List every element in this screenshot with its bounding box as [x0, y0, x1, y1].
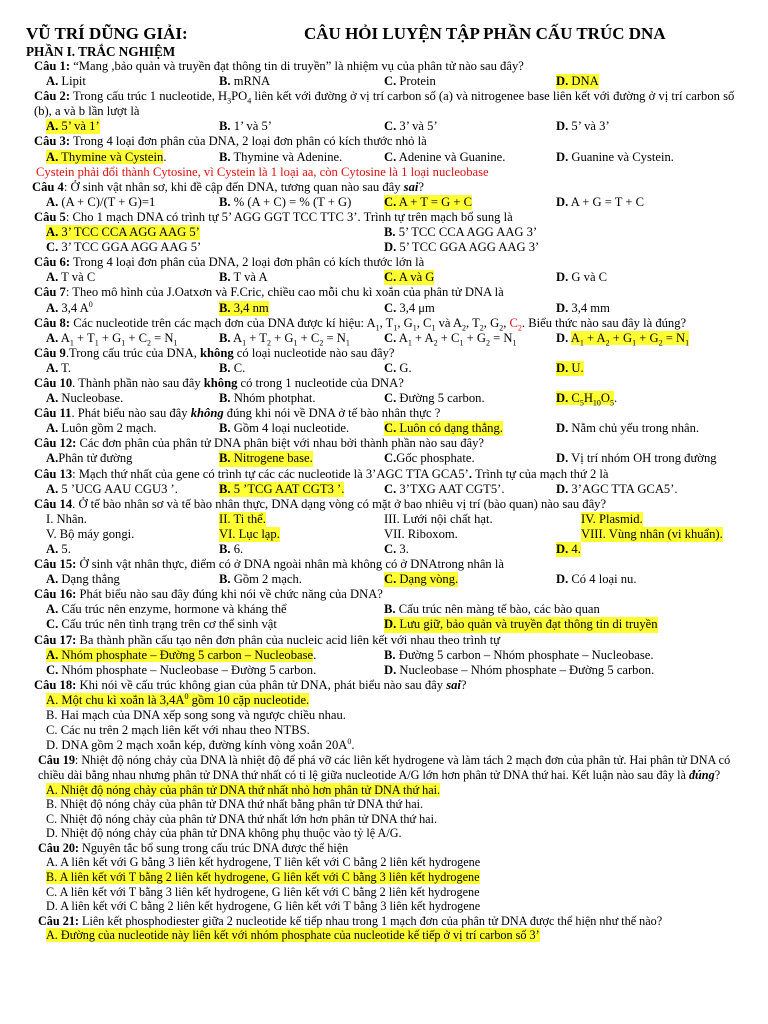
options-9: A. T. B. C. C. G. D. U.	[46, 360, 584, 375]
option-20b: B. A liên kết với T bằng 2 liên kết hydrogene, G liên kết với C bằng 3 liên kết hydrogene	[46, 870, 480, 885]
correction-note: Cystein phải đổi thành Cytosine, vì Cystein là 1 loại aa, còn Cytosine là 1 loại nucleobase	[36, 164, 489, 179]
author-title: VŨ TRÍ DŨNG GIẢI:	[26, 24, 188, 43]
answer-highlight: $A_1 + A_2 + G_1 + G_2 = N_1$	[570, 330, 690, 348]
option-d: 5’ và 3’	[571, 119, 610, 134]
option-20a: A. A liên kết với G bằng 3 liên kết hydrogene, T liên kết với C bằng 2 liên kết hydrogene	[46, 855, 481, 870]
options-8: A. $A_1 + T_1 + G_1 + C_2 = N_1$ B. $A_1 + T_2 + G_1 + C_2 = N_1$ C. $A_1 + A_2 + C_1 + G_2 = N_1$ D. $A_1 + A_2 + G_1 + G_2 = N_1$	[46, 330, 690, 348]
question-12: Câu 12: Các đơn phân của phân tử DNA phân biệt với nhau bởi thành phần nào sau đây?	[34, 436, 485, 451]
page-title: CÂU HỎI LUYỆN TẬP PHẦN CẤU TRÚC DNA	[304, 24, 666, 43]
question-3: Câu 3: Trong 4 loại đơn phân của DNA, 2 loại đơn phân có kích thước nhỏ là	[34, 134, 427, 149]
options-2: A. 5’ và 1’ B. 1’ và 5’ C. 3’ và 5’ D. 5’ và 3’	[46, 119, 610, 134]
option-20d: D. A liên kết với C bằng 2 liên kết hydrogene, G liên kết với T bằng 3 liên kết hydrogene	[46, 899, 481, 914]
question-21: Câu 21: Liên kết phosphodiester giữa 2 nucleotide kế tiếp nhau trong 1 mạch đơn của phân tử DNA được thể hiện như thế nào?	[38, 913, 663, 928]
options-4: A. (A + C)/(T + G)=1 B. % (A + C) = % (T + G) C. A + T = G + C D. A + G = T + C	[46, 194, 645, 209]
question-6: Câu 6: Trong 4 loại đơn phân của DNA, 2 loại đơn phân có kích thước lớn là	[34, 255, 425, 270]
options-14: A. 5. B. 6. C. 3. D. 4.	[46, 542, 581, 556]
option-c: Adenine và Guanine.	[398, 149, 506, 164]
option-19b: B. Nhiệt độ nóng chảy của phân tử DNA thứ nhất bằng phân tử DNA thứ hai.	[46, 797, 424, 812]
option-c: 3’ và 5’	[399, 119, 438, 134]
answer-highlight: C. Dạng vòng.	[384, 572, 459, 587]
options-12: A.Phân tử đường B. Nitrogene base. C.Gốc phosphate. D. Vị trí nhóm OH trong đường	[46, 451, 717, 466]
question-19: Câu 19: Nhiệt độ nóng chảy của DNA là nhiệt độ để phá vỡ các liên kết hydrogene và làm tách 2 mạch đơn của phân tử. Hai phân tử DNA có chiều dài bằng nhau nhưng phân tử DNA thứ nhất có tỉ lệ giữa nucleotide A/G lớn hơn phân tử DNA thứ hai. Kết luận nào sau đây là đúng?	[38, 753, 731, 782]
section-heading: PHẦN I. TRẮC NGHIỆM	[26, 44, 176, 59]
answer-highlight: D. $C_5H_{10}O_5$	[556, 391, 615, 408]
options-13: A. 5 ’UCG AAU CGU3 ’. B. 5 ’TCG AAT CGT3 ’. C. 3’TXG AAT CGT5’. D. 3’AGC TTA GCA5’.	[46, 481, 678, 496]
question-7: Câu 7: Theo mô hình của J.Oatxơn và F.Cric, chiều cao mỗi chu kì xoắn của phân tử DNA là	[34, 285, 504, 300]
options-16a: A. Cấu trúc nên enzyme, hormone và kháng thể B. Cấu trúc nên màng tế bào, các bào quan	[46, 602, 600, 617]
question-9: Câu 9.Trong cấu trúc của DNA, không có loại nucleotide nào sau đây?	[34, 345, 395, 360]
answer-highlight: C. Luôn có dạng thẳng.	[384, 421, 503, 436]
options-1: A. Lipit B. mRNA C. Protein D. DNA	[46, 74, 599, 89]
options-15: A. Dạng thẳng B. Gồm 2 mạch. C. Dạng vòng. D. Có 4 loại nu.	[46, 572, 637, 587]
question-5: Câu 5: Cho 1 mạch DNA có trình tự 5’ AGG GGT TCC TTC 3’. Trình tự trên mạch bổ sung là	[34, 209, 513, 224]
question-17: Câu 17: Ba thành phần cấu tạo nên đơn phân của nucleic acid liên kết với nhau theo trình tự	[34, 632, 501, 647]
option-19a: A. Nhiệt độ nóng chảy của phân tử DNA thứ nhất nhỏ hơn phân tử DNA thứ hai.	[46, 782, 441, 797]
answer-highlight: C. A và G	[384, 270, 435, 285]
option-d: Guanine và Cystein.	[571, 149, 674, 164]
option-d: DNA	[571, 74, 599, 89]
options-5b: C. 3’ TCC GGA AGG AAG 5’ D. 5’ TCC GGA AGG AAG 3’	[46, 240, 540, 255]
option-18b: B. Hai mạch của DNA xếp song song và ngược chiều nhau.	[46, 708, 346, 723]
option-a: 5’ và 1’	[61, 119, 100, 134]
answer-highlight: C. A + T = G + C	[384, 194, 473, 209]
question-13: Câu 13: Mạch thứ nhất của gene có trình tự các các nucleotide là 3’AGC TTA GCA5’. Trình tự của mạch thứ 2 là	[34, 466, 609, 481]
options-11: A. Luôn gồm 2 mạch. B. Gồm 4 loại nucleotide. C. Luôn có dạng thẳng. D. Nằm chủ yếu trong nhân.	[46, 421, 700, 436]
answer-highlight: D. DNA	[556, 74, 599, 89]
options-6: A. T và C B. T và A C. A và G D. G và C	[46, 270, 608, 285]
option-b: mRNA	[233, 74, 271, 89]
options-16b: C. Cấu trúc nên tình trạng trên cơ thể sinh vật D. Lưu giữ, bảo quản và truyền đạt thông tin di truyền	[46, 617, 658, 632]
answer-highlight: A. 3’ TCC CCA AGG AAG 5’	[46, 225, 200, 240]
option-18c: C. Các nu trên 2 mạch liên kết với nhau theo NTBS.	[46, 723, 310, 738]
organelles-row-1: I. Nhân. II. Ti thể. III. Lưới nội chất hạt. IV. Plasmid.	[46, 511, 643, 526]
answer-highlight: D. Lưu giữ, bảo quản và truyền đạt thông tin di truyền	[384, 617, 658, 632]
options-3: A. Thymine và Cystein. B. Thymine và Adenine. C. Adenine và Guanine. D. Guanine và Cystein.	[46, 149, 674, 164]
answer-highlight: B. 3,4 nm	[219, 300, 269, 315]
options-5a: A. 3’ TCC CCA AGG AAG 5’ B. 5’ TCC CCA AGG AAG 3’	[46, 225, 538, 240]
option-18d: D. DNA gồm 2 mạch xoắn kép, đường kính vòng xoắn $20A^0$.	[46, 737, 355, 753]
question-10: Câu 10. Thành phần nào sau đây không có trong 1 nucleotide của DNA?	[34, 375, 404, 390]
answer-highlight: D. 4.	[556, 542, 581, 556]
answer-highlight: A. 5’ và 1’	[46, 119, 100, 134]
answer-highlight: B. 5 ’TCG AAT CGT3 ’.	[219, 481, 345, 496]
answer-highlight: D. U.	[556, 360, 584, 375]
option-a: Lipit	[61, 74, 86, 89]
option-b: Thymine và Adenine.	[233, 149, 343, 164]
header	[26, 24, 746, 44]
option-19d: D. Nhiệt độ nóng chảy của phân tử DNA không phụ thuộc vào tỷ lệ A/G.	[46, 826, 402, 841]
question-11: Câu 11. Phát biểu nào sau đây không đúng khi nói về DNA ở tế bào nhân thực ?	[34, 406, 441, 421]
answer-highlight: A. Nhóm phosphate – Đường 5 carbon – Nucleobase	[46, 647, 314, 662]
question-1: Câu 1: “Mang ,bảo quản và truyền đạt thông tin di truyền” là nhiệm vụ của phân tử nào sau đây?	[34, 59, 524, 73]
organelles-row-2: V. Bộ máy gongi. VI. Lục lạp. VII. Riboxom. VIII. Vùng nhân (vi khuẩn).	[46, 526, 723, 541]
answer-highlight: B. Nitrogene base.	[219, 451, 313, 466]
option-18a: A. Một chu kì xoắn là $3,4A^0$ gồm 10 cặp nucleotide.	[46, 691, 310, 707]
option-20c: C. A liên kết với T bằng 3 liên kết hydrogene, G liên kết với C bằng 2 liên kết hydrogene	[46, 884, 480, 899]
option-a: Thymine và Cystein	[61, 149, 164, 164]
option-b: 1’ và 5’	[233, 119, 272, 134]
question-8: Câu 8: Các nucleotide trên các mạch đơn của DNA được kí hiệu: $A_1$, $T_1$, $G_1$, $C_1$ và $A_2$, $T_2$, $G_2$, $C_2$. Biểu thức nào sau đây là đúng?	[34, 315, 687, 333]
question-20: Câu 20: Nguyên tắc bổ sung trong cấu trúc DNA được thể hiện	[38, 840, 349, 855]
option-c: Protein	[399, 74, 436, 89]
option-21a: A. Đường của nucleotide này liên kết với nhóm phosphate của nucleotide kế tiếp ở vị trí carbon số 3’	[46, 928, 540, 943]
options-7: A. 3,4 $A^0$ B. 3,4 nm C. 3,4 μm D. 3,4 mm	[46, 299, 610, 315]
question-4: Câu 4: Ở sinh vật nhân sơ, khi đề cập đến DNA, tương quan nào sau đây sai?	[32, 179, 424, 194]
question-14: Câu 14. Ở tế bào nhân sơ và tế bào nhân thực, DNA dạng vòng có mặt ở bao nhiêu vị trí (bào quan) nào sau đây?	[34, 496, 607, 511]
options-17a: A. Nhóm phosphate – Đường 5 carbon – Nucleobase. B. Đường 5 carbon – Nhóm phosphate – Nucleobase.	[46, 647, 654, 662]
options-10: A. Nucleobase. B. Nhóm photphat. C. Đường 5 carbon. D. $C_5H_{10}O_5$.	[46, 391, 618, 408]
options-17b: C. Nhóm phosphate – Nucleobase – Đường 5 carbon. D. Nucleobase – Nhóm phosphate – Đường 5 carbon.	[46, 662, 655, 677]
question-2: Câu 2: Trong cấu trúc 1 nucleotide, $H_3PO_4$ liên kết với đường ở vị trí carbon số (a) và nitrogenee base liên kết với đường ở vị trí carbon số (b), a và b lần lượt là	[34, 89, 735, 119]
question-15: Câu 15: Ở sinh vật nhân thực, điểm có ở DNA ngoài nhân mà không có ở DNAtrong nhân là	[34, 557, 504, 572]
question-16: Câu 16: Phát biểu nào sau đây đúng khi nói về chức năng của DNA?	[34, 587, 383, 602]
option-19c: C. Nhiệt độ nóng chảy của phân tử DNA thứ nhất lớn hơn phân tử DNA thứ hai.	[46, 811, 438, 826]
question-18: Câu 18: Khi nói về cấu trúc không gian của phân tử DNA, phát biểu nào sau đây sai?	[34, 677, 467, 692]
